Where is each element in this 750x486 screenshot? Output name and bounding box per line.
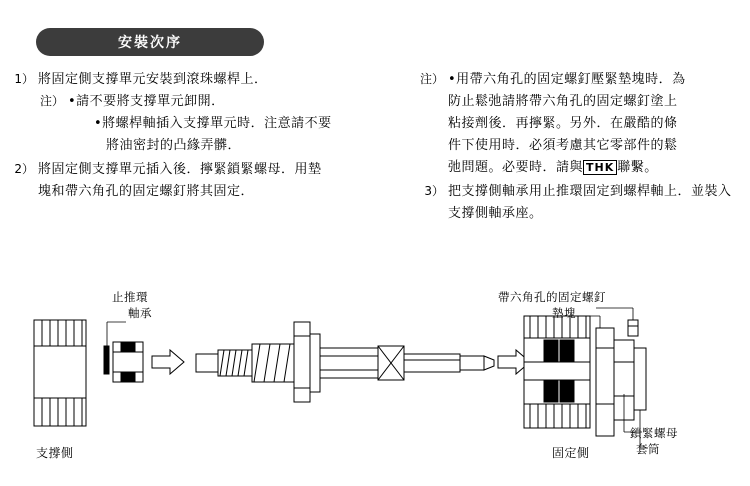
thk-logo: THK (583, 160, 617, 175)
list-marker: 2） (14, 162, 34, 176)
list-text: 將油密封的凸緣弄髒． (106, 138, 242, 153)
list-item (418, 70, 748, 89)
list-item (418, 182, 748, 201)
list-text: 粘接劑後．再擰緊。另外．在嚴酷的條 (448, 116, 678, 131)
list-text: 把支撐側軸承用止推環固定到螺桿軸上．並裝入 (448, 184, 732, 199)
thrust-ring-label: 止推環 (112, 290, 148, 304)
sleeve-label: 套筒 (636, 442, 660, 456)
list-text: 將固定側支撐單元安裝到滾珠螺桿上． (38, 72, 268, 87)
lock-nut-label: 鎖緊螺母 (630, 426, 678, 440)
assembly-diagram (0, 276, 750, 482)
support-side-caption: 支撐側 (36, 446, 74, 460)
list-item (8, 114, 408, 133)
list-marker: 注） (39, 94, 64, 108)
list-item (418, 114, 748, 133)
list-marker: 1） (14, 72, 34, 86)
page-title: 安裝次序 (36, 28, 264, 56)
list-text: 防止鬆弛請將帶六角孔的固定螺釘塗上 (448, 94, 678, 109)
list-item (8, 136, 408, 155)
list-marker: 3） (424, 184, 444, 198)
list-text: 件下使用時．必須考慮其它零部件的鬆 (448, 138, 678, 153)
list-item (418, 204, 748, 223)
list-text: •請不要將支撐單元卸開． (68, 94, 225, 109)
list-text: 弛問題。必要時．請與 (448, 160, 584, 175)
list-marker: 注） (419, 72, 444, 86)
list-item (418, 92, 748, 111)
list-item (8, 182, 408, 201)
bearing-label: 軸承 (128, 306, 152, 320)
list-text: 支撐側軸承座。 (448, 206, 543, 221)
hex-socket-screw-label: 帶六角孔的固定螺釘 (498, 290, 606, 304)
list-text: 塊和帶六角孔的固定螺釘將其固定． (38, 184, 255, 199)
list-text-with-logo (448, 158, 658, 177)
spacer-block-label: 墊塊 (552, 306, 576, 320)
right-text-column (418, 70, 748, 226)
fixed-side-caption: 固定側 (552, 446, 590, 460)
list-text: •將螺桿軸插入支撐單元時．注意請不要 (94, 116, 332, 131)
list-text-tail: 聯繫。 (617, 160, 658, 175)
list-item (418, 136, 748, 155)
list-item (34, 92, 408, 111)
list-item (8, 160, 408, 179)
list-item (8, 70, 408, 89)
list-text: •用帶六角孔的固定螺釘壓緊墊塊時．為 (448, 72, 686, 87)
list-text: 將固定側支撐單元插入後．擰緊鎖緊螺母．用墊 (38, 162, 322, 177)
list-item (418, 158, 748, 177)
left-text-column (8, 70, 408, 204)
